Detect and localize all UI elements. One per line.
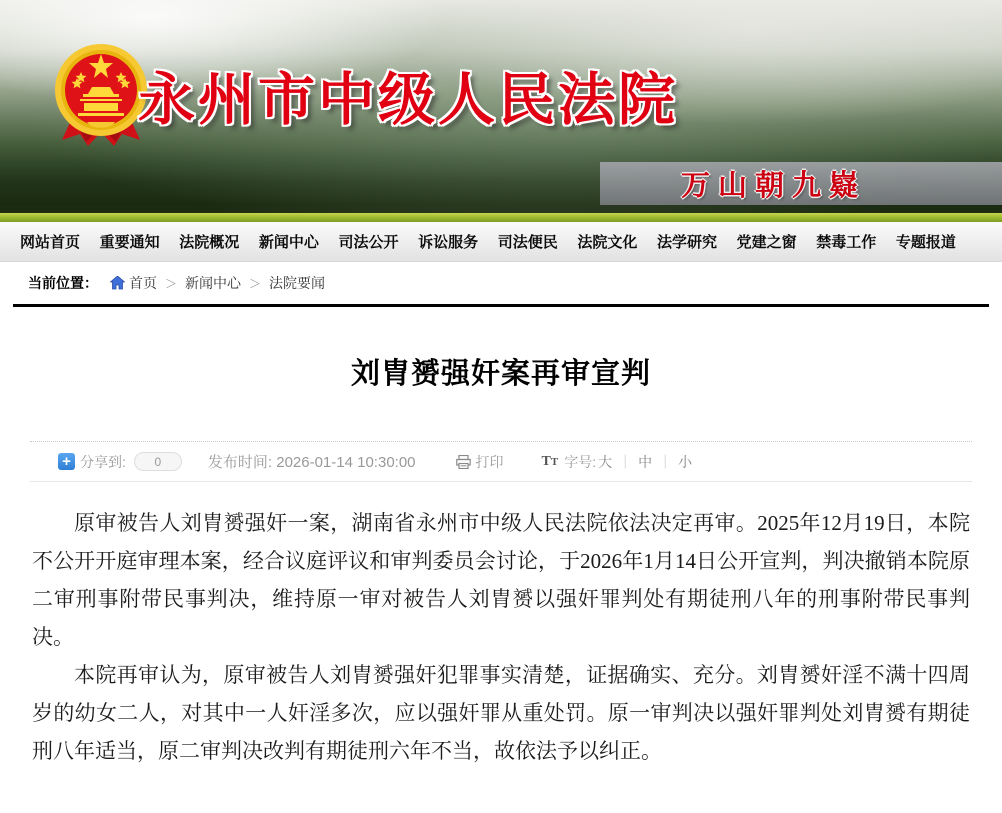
font-size-label: 字号: bbox=[564, 453, 597, 470]
print-button[interactable] bbox=[456, 452, 504, 472]
breadcrumb-link-home[interactable]: 首页 bbox=[129, 275, 157, 291]
breadcrumb-separator: ＞ bbox=[249, 276, 262, 291]
print-label: 打印 bbox=[475, 453, 504, 470]
nav-item-home[interactable]: 网站首页 bbox=[20, 234, 81, 251]
share-button[interactable]: + bbox=[58, 453, 75, 470]
nav-item-judicial-convenience[interactable]: 司法便民 bbox=[497, 234, 558, 251]
breadcrumb-link-news-center[interactable]: 新闻中心 bbox=[185, 275, 242, 291]
breadcrumb-link-court-news[interactable]: 法院要闻 bbox=[269, 275, 326, 291]
breadcrumb bbox=[0, 262, 1002, 304]
article-title: 刘胄赟强奸案再审宣判 bbox=[350, 358, 651, 390]
nav-item-news-center[interactable]: 新闻中心 bbox=[258, 234, 319, 251]
nav-item-court-culture[interactable]: 法院文化 bbox=[577, 234, 638, 251]
breadcrumb-separator: ＞ bbox=[165, 276, 178, 291]
national-emblem-icon bbox=[50, 42, 152, 148]
font-size-icon: TT bbox=[541, 453, 559, 469]
slogan-band bbox=[600, 162, 1002, 205]
slogan-text: 万山朝九嶷 bbox=[680, 170, 866, 202]
divider bbox=[13, 304, 989, 307]
breadcrumb-label: 当前位置： bbox=[28, 275, 98, 291]
nav-item-legal-research[interactable]: 法学研究 bbox=[657, 234, 718, 251]
font-size-separator: ｜ bbox=[658, 453, 673, 470]
article-paragraph: 本院再审认为，原审被告人刘胄赟强奸犯罪事实清楚，证据确实、充分。刘胄赟奸淫不满十四周岁的幼女二人，对其中一人奸淫多次，应以强奸罪从重处罚。原一审判决以强奸罪判处刘胄赟有期徒刑八年适当，原二审判决改判有期徒刑六年不当，故依法予以纠正。 bbox=[32, 663, 970, 763]
printer-icon bbox=[456, 455, 471, 469]
banner-grass-strip bbox=[0, 213, 1002, 222]
share-label: 分享到: bbox=[80, 453, 126, 470]
font-size-large[interactable]: 大 bbox=[598, 453, 613, 470]
font-size-small[interactable]: 小 bbox=[678, 453, 693, 470]
publish-time: 发布时间: 2026-01-14 10:30:00 bbox=[207, 454, 416, 471]
nav-item-judicial-openness[interactable]: 司法公开 bbox=[338, 234, 399, 251]
main-nav bbox=[0, 222, 1002, 262]
nav-item-court-overview[interactable]: 法院概况 bbox=[179, 234, 240, 251]
banner bbox=[0, 0, 1002, 222]
article-paragraph: 原审被告人刘胄赟强奸一案，湖南省永州市中级人民法院依法决定再审。2025年12月19日，本院不公开开庭审理本案，经合议庭评议和审判委员会讨论，于2026年1月14日公开宣判，判决撤销本院原二审刑事附带民事判决，维持原一审对被告人刘胄赟以强奸罪判处有期徒刑八年的刑事附带民事判决。 bbox=[32, 511, 970, 649]
home-icon bbox=[110, 276, 125, 290]
article-body bbox=[0, 482, 1002, 810]
share-count-badge: 0 bbox=[134, 452, 182, 471]
font-size-medium[interactable]: 中 bbox=[638, 453, 653, 470]
nav-item-litigation-services[interactable]: 诉讼服务 bbox=[418, 234, 479, 251]
nav-item-party-building[interactable]: 党建之窗 bbox=[736, 234, 797, 251]
nav-item-anti-drug[interactable]: 禁毒工作 bbox=[816, 234, 877, 251]
nav-item-notices[interactable]: 重要通知 bbox=[99, 234, 160, 251]
font-size-control bbox=[542, 452, 695, 472]
court-name: 永州市中级人民法院 bbox=[138, 68, 678, 132]
nav-item-special-reports[interactable]: 专题报道 bbox=[895, 234, 956, 251]
font-size-separator: ｜ bbox=[618, 453, 633, 470]
article-meta-bar bbox=[30, 441, 972, 482]
